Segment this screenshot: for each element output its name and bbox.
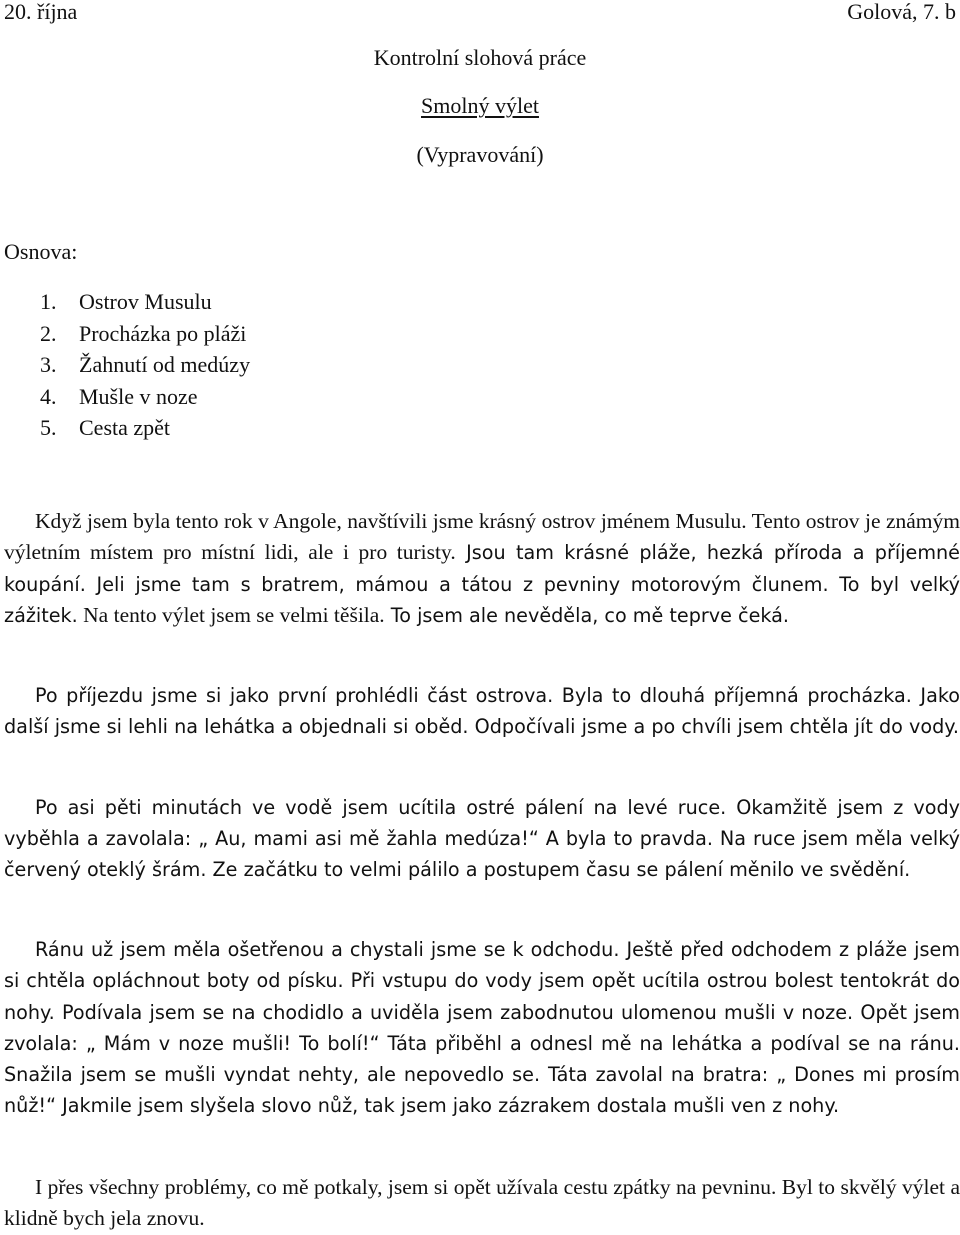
outline-item: 4. Mušle v noze: [40, 383, 198, 409]
paragraph-3: Po asi pěti minutách ve vodě jsem ucítila ostré pálení na levé ruce. Okamžitě jsem z vody vyběhla a zavolala: „ Au, mami asi mě žahla medúza!“ A byla to pravda. Na ruce jsem měla velký červený oteklý šrám. Ze začátku to velmi pálilo a postupem času se pálení měnilo ve svědění.: [4, 796, 960, 881]
outline-item: 5. Cesta zpět: [40, 415, 171, 440]
outline-item: 1. Ostrov Musulu: [40, 289, 212, 314]
paragraph-1-part-c: Na tento výlet jsem se velmi těšila.: [77, 602, 385, 627]
header-author-class: Golová, 7. b: [847, 0, 956, 24]
essay-title: Smolný výlet: [421, 93, 539, 118]
page-header: [4, 0, 956, 24]
essay-genre: (Vypravování): [416, 142, 544, 167]
paragraph-1-part-b: Jsou tam krásné pláže, hezká příroda a příjemné koupání. Jeli jsme tam s bratrem, mámou a tátou z pevniny motorovým člunem. To byl velký zážitek.: [4, 541, 960, 627]
paragraph-1-part-d: To jsem ale nevěděla, co mě teprve čeká.: [384, 603, 790, 627]
outline-list: [40, 286, 250, 444]
assignment-type: Kontrolní slohová práce: [373, 45, 587, 70]
paragraph-4: Ránu už jsem měla ošetřenou a chystali jsme se k odchodu. Ještě před odchodem z pláže jsem si chtěla opláchnout boty od písku. Při vstupu do vody jsem opět ucítila ostrou bolest tentokrát do nohy. Podívala jsem se na chodidlo a uviděla jsem zabodnutou ulomenou mušli v noze. Opět jsem zvolala: „ Mám v noze mušli! To bolí!“ Táta přiběhl a odnesl mě na lehátka a podíval se na ránu. Snažila jsem se mušli vyndat nehty, ale nepovedlo se. Táta zavolal na bratra: „ Dones mi prosím nůž!“ Jakmile jsem slyšela slovo nůž, tak jsem jako zázrakem dostala mušli ven z nohy.: [4, 938, 960, 1118]
paragraph-2: Po příjezdu jsme si jako první prohlédli část ostrova. Byla to dlouhá příjemná procházka. Jako další jsme si lehli na lehátka a objednali si oběd. Odpočívali jsme a po chvíli jsem chtěla jít do vody.: [4, 684, 960, 738]
paragraph-1: [4, 506, 960, 631]
outline-label: Osnova:: [4, 239, 78, 264]
header-date: 20. října: [4, 0, 78, 24]
paragraph-1-part-a: Když jsem byla tento rok v Angole, navštívili jsme krásný ostrov jménem Musulu. Tento ostrov je známým výletním místem pro místní lidi, ale i pro turisty.: [4, 509, 960, 565]
paragraph-5: I přes všechny problémy, co mě potkaly, jsem si opět užívala cestu zpátky na pevninu. Byl to skvělý výlet a klidně bych jela znovu.: [4, 1175, 960, 1230]
outline-item: 3. Žahnutí od medúzy: [40, 352, 251, 377]
outline-item: 2. Procházka po pláži: [40, 320, 247, 346]
